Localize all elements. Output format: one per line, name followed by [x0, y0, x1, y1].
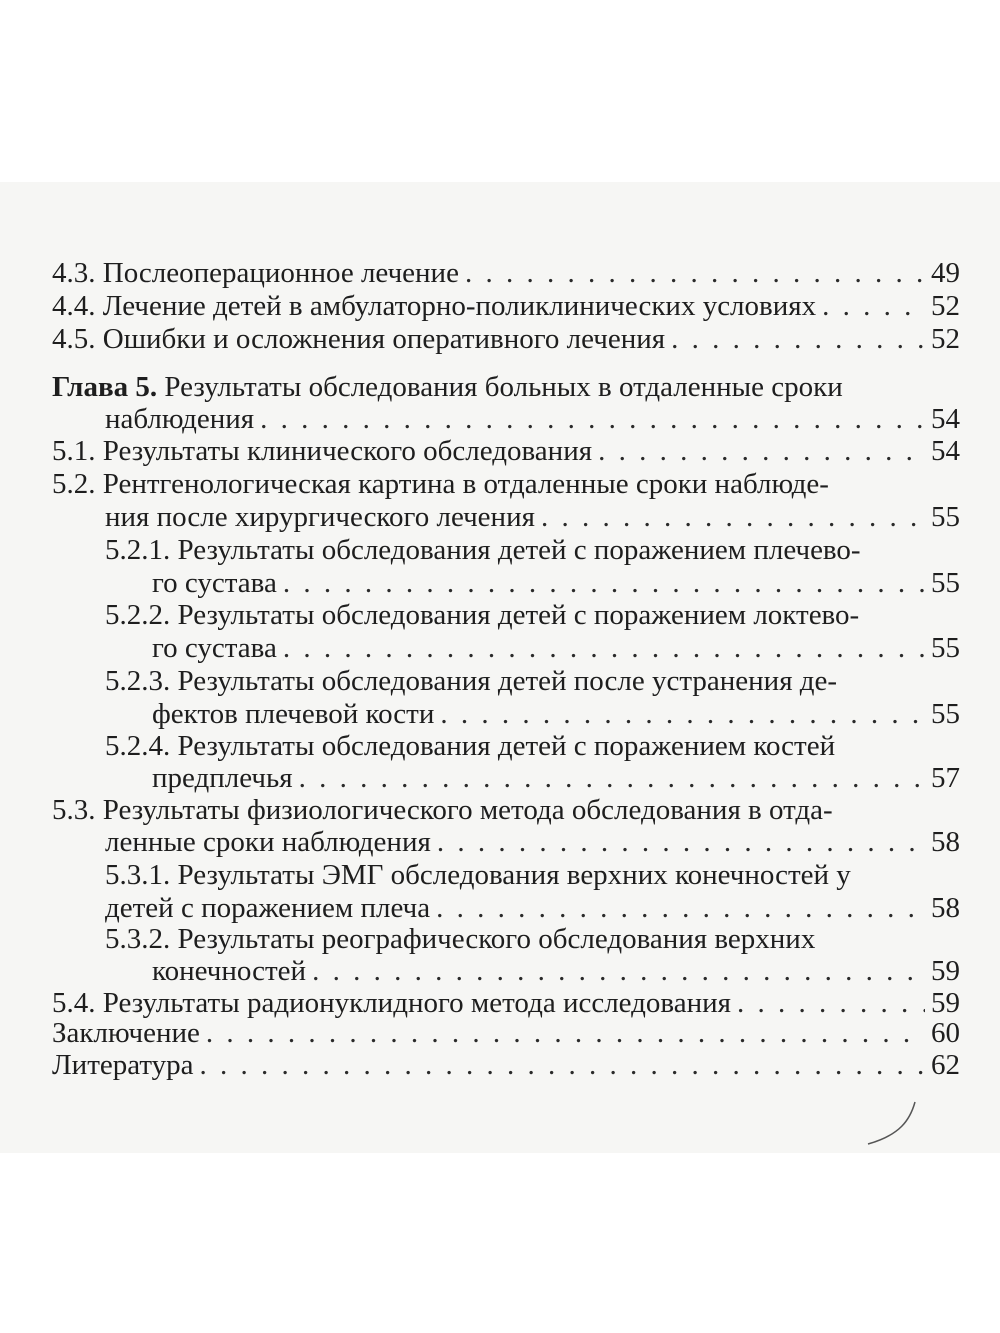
toc-page-number: 55	[931, 501, 960, 533]
toc-entry	[52, 434, 960, 468]
pen-mark	[860, 1100, 920, 1150]
chapter-label: Глава 5.	[52, 371, 158, 403]
toc-page-number: 60	[931, 1017, 960, 1049]
toc-entry-title: 5.1. Результаты клинического обследования	[52, 435, 593, 467]
toc-entry-title: 5.3. Результаты физиологического метода обследования в отда-	[52, 794, 833, 826]
toc-entry	[52, 289, 960, 323]
toc-entry-first-line	[105, 533, 913, 567]
toc-page-number: 52	[931, 323, 960, 355]
toc-entry	[152, 697, 960, 731]
toc-entry-title: 4.3. Послеоперационное лечение	[52, 257, 459, 289]
toc-entry-first-line	[52, 467, 960, 501]
toc-page-number: 55	[931, 698, 960, 730]
toc-entry-title-cont: наблюдения	[105, 403, 255, 435]
toc-entry	[52, 986, 960, 1020]
toc-entry-first-line	[52, 793, 960, 827]
toc-page-number: 62	[931, 1049, 960, 1081]
toc-leader-dots	[283, 566, 925, 600]
toc-entry-title: Заключение	[52, 1017, 200, 1049]
toc-entry	[152, 631, 960, 665]
toc-entry-title: 5.3.2. Результаты реографического обследования верхних	[105, 923, 816, 955]
toc-entry-title: 5.2. Рентгенологическая картина в отдаленные сроки наблюде-	[52, 468, 829, 500]
toc-leader-dots	[737, 986, 925, 1020]
chapter-heading	[52, 370, 960, 404]
toc-page-number: 59	[931, 955, 960, 987]
toc-leader-dots	[822, 289, 925, 323]
toc-leader-dots	[283, 631, 925, 665]
toc-entry-title-cont: фектов плечевой кости	[152, 698, 435, 730]
toc-entry-title: 5.3.1. Результаты ЭМГ обследования верхних конечностей у	[105, 859, 851, 891]
toc-entry	[105, 891, 960, 925]
toc-leader-dots	[206, 1016, 925, 1050]
toc-entry-title: Литература	[52, 1049, 194, 1081]
toc-page-number: 55	[931, 567, 960, 599]
chapter-title: Результаты обследования больных в отдаленные сроки	[157, 371, 843, 403]
toc-entry-first-line	[105, 858, 913, 892]
toc-leader-dots	[436, 891, 925, 925]
toc-entry	[105, 825, 960, 859]
toc-page-number: 58	[931, 826, 960, 858]
toc-leader-dots	[260, 402, 925, 436]
toc-entry-title-cont: конечностей	[152, 955, 307, 987]
toc-leader-dots	[299, 761, 925, 795]
toc-entry	[52, 1016, 960, 1050]
toc-entry-title: 5.2.3. Результаты обследования детей после устранения де-	[105, 665, 838, 697]
toc-entry-title: 4.5. Ошибки и осложнения оперативного лечения	[52, 323, 666, 355]
toc-entry-first-line	[105, 598, 913, 632]
toc-leader-dots	[541, 500, 925, 534]
toc-leader-dots	[200, 1048, 925, 1082]
toc-entry-title-cont: го сустава	[152, 632, 277, 664]
toc-entry-first-line	[105, 922, 913, 956]
toc-page-number: 58	[931, 892, 960, 924]
toc-entry	[152, 954, 960, 988]
toc-entry-title: 4.4. Лечение детей в амбулаторно-поликлинических условиях	[52, 290, 817, 322]
toc-entry-title-cont: предплечья	[152, 762, 293, 794]
toc-entry-title-cont: ния после хирургического лечения	[105, 501, 535, 533]
toc-entry-title: 5.4. Результаты радионуклидного метода исследования	[52, 987, 731, 1019]
toc-entry	[105, 500, 960, 534]
toc-leader-dots	[465, 256, 925, 290]
toc-entry-title-cont: го сустава	[152, 567, 277, 599]
toc-entry	[105, 402, 960, 436]
toc-page-number: 57	[931, 762, 960, 794]
toc-entry	[152, 566, 960, 600]
toc-leader-dots	[598, 434, 925, 468]
toc-page-number: 54	[931, 435, 960, 467]
toc-entry-first-line	[105, 664, 913, 698]
toc-entry-title: 5.2.1. Результаты обследования детей с поражением плечево-	[105, 534, 861, 566]
toc-page-number: 54	[931, 403, 960, 435]
toc-page-number: 55	[931, 632, 960, 664]
toc-entry	[52, 322, 960, 356]
toc-entry-title: 5.2.2. Результаты обследования детей с поражением локтево-	[105, 599, 860, 631]
toc-leader-dots	[440, 697, 925, 731]
toc-leader-dots	[671, 322, 925, 356]
toc-page-number: 49	[931, 257, 960, 289]
toc-entry-first-line	[105, 729, 913, 763]
toc-page-number: 59	[931, 987, 960, 1019]
toc-entry-title-cont: детей с поражением плеча	[105, 892, 431, 924]
toc-entry	[52, 1048, 960, 1082]
toc-entry-title: 5.2.4. Результаты обследования детей с поражением костей	[105, 730, 836, 762]
toc-leader-dots	[312, 954, 925, 988]
toc-page-number: 52	[931, 290, 960, 322]
toc-entry-title-cont: ленные сроки наблюдения	[105, 826, 431, 858]
toc-entry	[52, 256, 960, 290]
toc-entry	[152, 761, 960, 795]
toc-leader-dots	[437, 825, 925, 859]
